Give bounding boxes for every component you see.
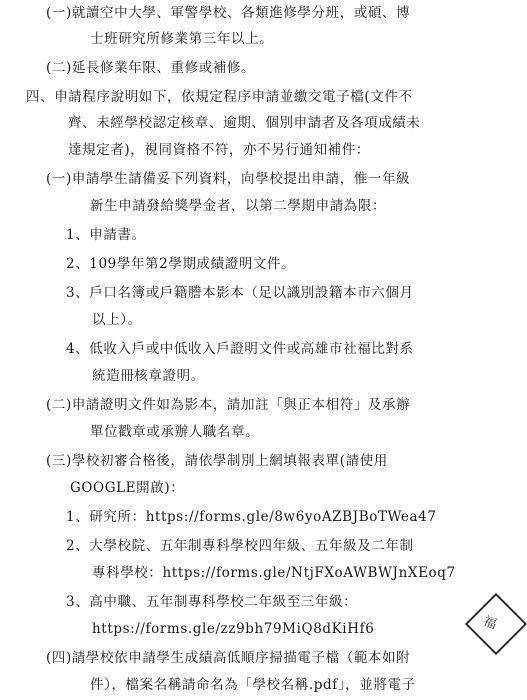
list-item: 4、低收入戶或中低收入戶證明文件或高雄市社福比對系 bbox=[66, 341, 414, 357]
text-line: GOOGLE開啟)： bbox=[70, 480, 185, 496]
text-line-link: 專科學校：https://forms.gle/NtjFXoAWBWJnXEoq7 bbox=[92, 565, 456, 581]
text-line: (一)申請學生請備妥下列資料，向學校提出申請，惟一年級 bbox=[46, 171, 411, 187]
list-item: 2、大學校院、五年制專科學校四年級、五年級及二年制 bbox=[66, 538, 414, 554]
list-item: 1、申請書。 bbox=[66, 227, 146, 243]
text-line: (一)就讀空中大學、軍警學校、各類進修學分班，或碩、博 bbox=[46, 5, 411, 21]
list-item-link: 1、研究所：https://forms.gle/8w6yoAZBJBoTWea47 bbox=[66, 509, 437, 525]
text-line: (二)延長修業年限、重修或補修。 bbox=[46, 60, 256, 76]
text-line: 達規定者)，視同資格不符，亦不另行通知補件： bbox=[68, 142, 370, 158]
text-line: (三)學校初審合格後，請依學制別上網填報表單(請使用 bbox=[46, 453, 388, 469]
list-item: 3、高中職、五年制專科學校二年級至三年級： bbox=[66, 594, 358, 610]
text-line: (二)申請證明文件如為影本，請加註「與正本相符」及承辦 bbox=[46, 397, 411, 413]
text-line: 以上）。 bbox=[92, 312, 142, 328]
text-line: 單位戳章或承辦人職名章。 bbox=[90, 424, 260, 440]
list-item: 2、109學年第2學期成績證明文件。 bbox=[66, 256, 296, 272]
text-line: 士班研究所修業第三年以上。 bbox=[90, 31, 274, 47]
text-line: 統造冊核章證明。 bbox=[92, 368, 205, 384]
text-line: 件），檔案名稱請命名為「學校名稱.pdf」，並將電子 bbox=[90, 677, 416, 693]
seal-stamp-glyph: 福 bbox=[481, 614, 499, 633]
text-line-link: https://forms.gle/zz9bh79MiQ8dKiHf6 bbox=[92, 621, 375, 637]
text-line: 新生申請發給獎學金者，以第二學期申請為限： bbox=[90, 198, 387, 214]
section-heading: 四、申請程序說明如下，依規定程序申請並繳交電子檔(文件不 bbox=[26, 89, 413, 105]
text-line: (四)請學校依申請學生成績高低順序掃描電子檔（範本如附 bbox=[46, 650, 411, 666]
list-item: 3、戶口名簿或戶籍謄本影本（足以識別設籍本市六個月 bbox=[66, 285, 414, 301]
text-line: 齊、未經學校認定核章、逾期、個別申請者及各項成績未 bbox=[68, 115, 421, 131]
